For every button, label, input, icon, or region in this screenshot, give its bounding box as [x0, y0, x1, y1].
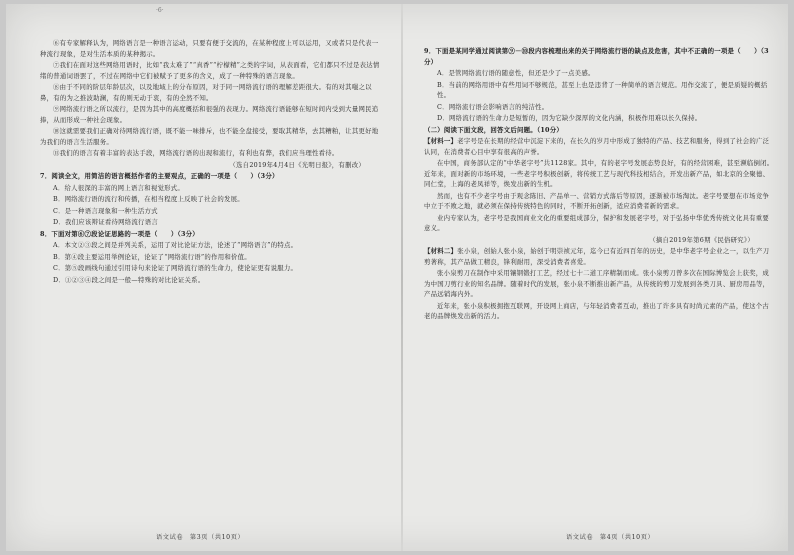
exam-sheet — [6, 4, 788, 551]
page-footer-left: 语文试卷 第3页（共10页） — [156, 534, 245, 541]
question-9-stem: 9．下面是某同学通过阅读第⑨－⑩段内容梳理出来的关于网络流行语的缺点及危害，其中不正确的一项是（ ）（3分） — [424, 47, 769, 66]
page-gutter — [401, 4, 403, 551]
question-7-option-b: B．网络流行语的流行和传播，在相当程度上反映了社会的发展。 — [53, 195, 244, 203]
page-footer-right: 语文试卷 第4页（共10页） — [566, 534, 655, 541]
paragraph: 然而，也有不少老字号由于观念陈旧、产品单一、营销方式落后等原因，逐渐被市场淘汰。老字号要想在市场竞争中立于不败之地，就必须在保持传统特色的同时，不断开拓创新，适应消费者新的需求。 — [424, 191, 770, 210]
question-9-option-c: C．网络流行语会影响语言的纯洁性。 — [437, 102, 549, 111]
paragraph: ⑪我们的语言有着丰富的表达手段，网络流行语的出现和流行，有利也有弊，我们应当理性看待。 — [53, 149, 339, 157]
page-top-mark: ·6· — [156, 7, 164, 14]
question-7-option-a: A．给人很深的丰富的网上语言和视觉形式。 — [53, 183, 185, 192]
section-two-heading: （二）阅读下面文段，回答文后问题。（10分） — [424, 125, 564, 134]
material-one-source: （摘自2019年第6期《民俗研究》） — [649, 235, 754, 244]
question-9-option-d: D．网络流行语的生命力是短暂的，因为它缺少深厚的文化内涵，积极作用难以长久保持。 — [437, 114, 702, 122]
left-column — [40, 38, 385, 286]
right-column — [424, 46, 774, 323]
question-8-option-b: B．第④段主要运用举例论证，论证了“网络流行语”的作用和价值。 — [53, 252, 251, 261]
material-one-text: 老字号是在长期的经营中沉淀下来的，在长久的岁月中形成了独特的产品、技艺和服务，得到了社会的广泛认同，在消费者心目中享有很高的声誉。 — [424, 137, 770, 156]
paragraph: ⑥有专家解释认为，网络语言是一种语言运动，只要有便于交流的，在某种程度上可以运用，又或者只是代表一种流行现象，是对生活本质的某种揭示。 — [40, 39, 379, 58]
material-two-text: 张小泉，创始人张小泉，始创于明崇祯元年，迄今已有近四百年的历史，是中华老字号企业之一，以生产刀剪著称，其产品做工精良，锋利耐用，深受消费者喜爱。 — [424, 247, 770, 266]
material-one-label: 【材料一】 — [424, 137, 458, 145]
question-8-option-c: C．第⑤段画线句通过引用诗句来论证了网络流行语的生命力，使论证更有说服力。 — [53, 264, 298, 272]
question-9-option-a: A．是管网络流行语的随意性，但还是少了一点美感。 — [437, 69, 595, 77]
paragraph: 张小泉剪刀在制作中采用镶钢锻打工艺，经过七十二道工序精制而成。张小泉剪刀曾多次在国际博览会上获奖，成为中国刀剪行业的知名品牌。随着时代的发展，张小泉不断推出新产品，从传统的剪刀发展到各类刀具、厨房用品等，产品远销海内外。 — [424, 269, 770, 298]
paragraph: 在中国，商务部认定的“中华老字号”共1128家。其中，有的老字号发展态势良好，有的经营困难，甚至濒临倒闭。近年来，面对新的市场环境，一些老字号积极创新，将传统工艺与现代科技相结合，开发出新产品，如北京的全聚德、同仁堂，上海的老凤祥等，焕发出新的生机。 — [424, 159, 774, 188]
material-two-label: 【材料二】 — [424, 247, 458, 255]
material-two-first — [424, 246, 774, 267]
question-7-option-c: C．是一种语言现象和一种生活方式 — [53, 206, 158, 215]
paragraph: 业内专家认为，老字号是我国商业文化的重要组成部分，保护和发展老字号，对于弘扬中华优秀传统文化具有重要意义。 — [424, 213, 770, 232]
paragraph: ⑦我们在面对这些网络用语时，比如“我太难了”“真香”“柠檬精”之类的字词，从表面看，它们都只不过是表达情绪的普通词语罢了，不过在网络中它们被赋予了更多的含义，成了一种特殊的语言现象。 — [40, 61, 380, 80]
paragraph: ⑧由于不同的阶层年龄层次，以及地域上的分布原因，对于同一网络流行语的理解差距很大。有的对其嗤之以鼻，有的为之推波助澜，有的则无动于衷，有的全然不知。 — [40, 83, 372, 102]
question-8-stem: 8．下面对第⑥⑦段论证思路的一项是（ ）（3分） — [40, 229, 199, 238]
paragraph: ⑨网络流行语之所以流行，是因为其中的高度概括和很强的表现力。网络流行语能够在短时间内受到大量网民追捧，从而形成一种社会现象。 — [40, 105, 379, 124]
question-9-option-b: B．当前的网络用语中有些用词不够规范，甚至上也是违背了一种简单的语言规范。用作交流了，便是质疑的概括性。 — [437, 80, 768, 99]
paragraph: 近年来，张小泉积极拥抱互联网，开设网上商店，与年轻消费者互动，推出了许多具有时尚元素的产品，使这个古老的品牌焕发出新的活力。 — [424, 301, 770, 320]
question-7-stem: 7．阅读全文，用简洁的语言概括作者的主要观点，正确的一项是（ ）（3分） — [40, 172, 279, 180]
question-8-option-d: D．①②③④段之间是一般—特殊的对比论证关系。 — [53, 275, 205, 284]
article-source: （选自2019年4月4日《光明日报》，有删改） — [229, 160, 365, 169]
question-7-option-d: D．我们应该辩证看待网络流行语言 — [53, 218, 158, 226]
paragraph: ⑩这就需要我们正确对待网络流行语，既不能一味排斥，也不能全盘接受，要取其精华，去其糟粕，让其更好地为我们的语言生活服务。 — [40, 127, 379, 146]
question-8-option-a: A．本文②③段之间是并列关系，运用了对比论证方法，论述了“网络语言”的特点。 — [53, 241, 298, 249]
material-one-first — [424, 136, 774, 157]
